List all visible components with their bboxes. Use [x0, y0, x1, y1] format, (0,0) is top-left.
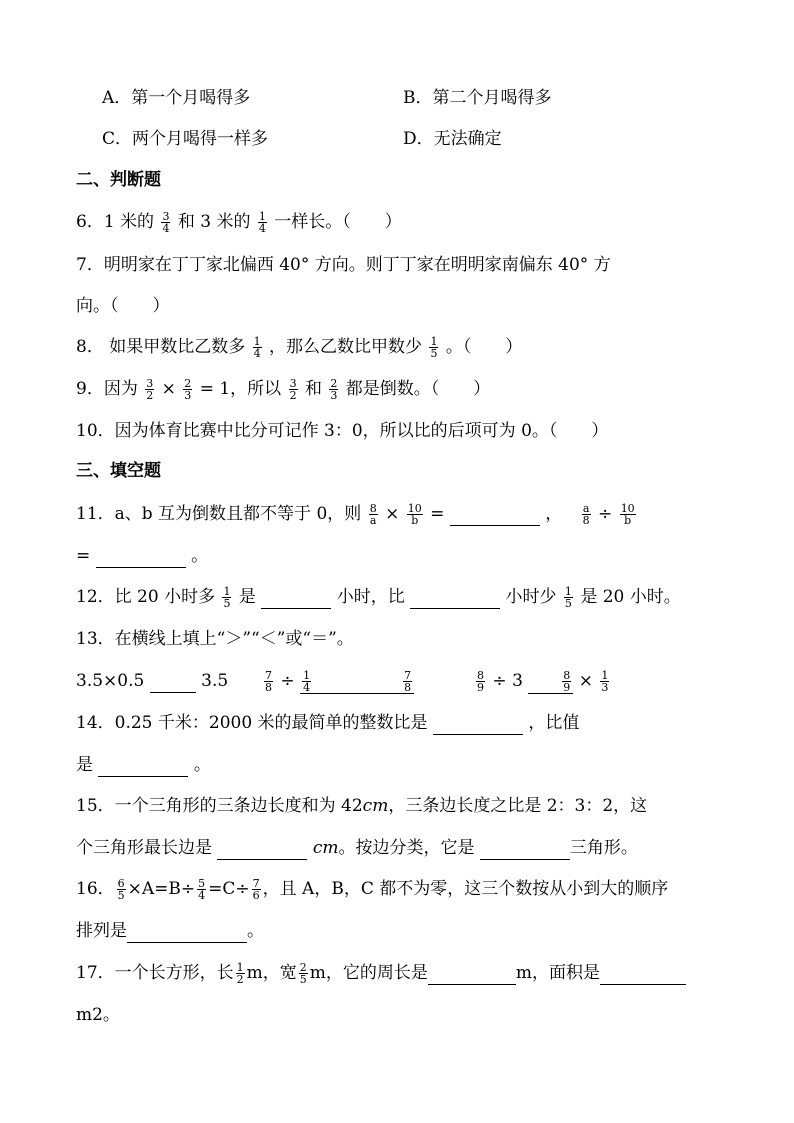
fraction-1-2: $\frac{1}{2}$: [236, 961, 244, 986]
answer-blank[interactable]: [96, 549, 186, 568]
fraction-2-3: $\frac{2}{3}$: [330, 377, 338, 402]
fraction-6-5: $\frac{6}{5}$: [117, 877, 125, 902]
question-12: [76, 585, 681, 609]
q8-text-1: 8． 如果甲数比乙数多: [76, 337, 246, 357]
answer-blank[interactable]: [150, 674, 196, 693]
divide-sign: ÷: [598, 504, 613, 524]
q12-text-5: 是 20 小时。: [580, 587, 681, 607]
fraction-3-4: $\frac{3}{4}$: [162, 210, 170, 235]
q11-text-1: 11．a、b 互为倒数且都不等于 0，则: [76, 504, 362, 524]
unit-cm: cm: [362, 796, 389, 816]
fraction-2-5: $\frac{2}{5}$: [299, 961, 307, 986]
question-7-line-2: 向。（ ）: [76, 296, 170, 316]
q14-text-2: ，比值: [528, 713, 580, 733]
fraction-1-3: $\frac{1}{3}$: [601, 669, 609, 694]
fraction-8-9: $\frac{8}{9}$: [477, 669, 484, 694]
q12-text-1: 12．比 20 小时多: [76, 587, 216, 607]
fraction-10-b: $\frac{10}{b}$: [407, 502, 422, 527]
question-13-expr-2: [262, 669, 414, 694]
equals-sign: =: [430, 504, 445, 524]
question-16: [76, 877, 668, 901]
q17-text-3: m，它的周长是: [309, 963, 428, 983]
fraction-1-4: $\frac{1}{4}$: [258, 210, 266, 235]
question-11-line-2: [76, 544, 208, 568]
equals-sign: =: [76, 546, 91, 566]
question-16-line-2: [76, 919, 264, 943]
fraction-1-4: $\frac{1}{4}$: [303, 669, 311, 694]
unit-cm: cm: [312, 838, 339, 858]
question-17-line-2: m2。: [76, 1005, 120, 1025]
q16-text-4: 排列是: [76, 921, 127, 941]
times-sign: ×: [385, 504, 400, 524]
fraction-3-2: $\frac{3}{2}$: [146, 377, 154, 402]
q16-text-1: ×A=B÷: [127, 879, 196, 899]
fraction-3-2: $\frac{3}{2}$: [289, 377, 297, 402]
period: 。: [247, 921, 264, 941]
q16-number: 16．: [76, 879, 115, 899]
q15-text-4: 。按边分类，它是: [338, 838, 475, 858]
q6-text-3: 一样长。（ ）: [274, 212, 402, 232]
answer-blank[interactable]: [433, 716, 523, 735]
fraction-1-5: $\frac{1}{5}$: [223, 585, 231, 610]
divide-sign: ÷: [492, 671, 507, 691]
question-6: [76, 210, 402, 234]
fraction-7-6: $\frac{7}{6}$: [252, 877, 260, 902]
expr-right: 3.5: [201, 671, 229, 691]
q17-text-4: m，面积是: [515, 963, 601, 983]
option-d: D．无法确定: [403, 129, 502, 149]
q17-text-1: 17．一个长方形，长: [76, 963, 234, 983]
question-14: [76, 711, 579, 735]
q15-text-2: ，三条边长度之比是 2：3：2，这: [388, 796, 648, 816]
fraction-7-8: $\frac{7}{8}$: [404, 669, 412, 694]
q15-text-3: 个三角形最长边是: [76, 838, 212, 858]
underlined-answer-span[interactable]: [300, 669, 414, 694]
answer-blank[interactable]: [98, 758, 188, 777]
period: 。: [191, 546, 209, 566]
question-14-line-2: [76, 753, 211, 777]
question-10: 10．因为体育比赛中比分可记作 3：0，所以比的后项可为 0。（ ）: [76, 421, 609, 441]
question-13-expr-3: [474, 669, 611, 694]
q14-text-3: 是: [76, 755, 93, 775]
answer-blank[interactable]: [600, 966, 686, 985]
number-three: 3: [512, 671, 523, 691]
question-15-line-2: [76, 836, 638, 860]
q9-text-1: 9．因为: [76, 379, 138, 399]
fraction-2-3: $\frac{2}{3}$: [184, 377, 192, 402]
answer-blank[interactable]: [217, 841, 307, 860]
q17-text-2: m，宽: [246, 963, 297, 983]
q9-text-3: = 1，所以: [199, 379, 282, 399]
q16-text-2: =C÷: [208, 879, 250, 899]
period: 。: [193, 755, 211, 775]
answer-blank[interactable]: [261, 590, 331, 609]
divide-sign: ÷: [280, 671, 295, 691]
answer-blank[interactable]: [480, 841, 570, 860]
fraction-1-5: $\frac{1}{5}$: [430, 335, 438, 360]
answer-blank[interactable]: [450, 507, 540, 526]
q9-text-4: 和: [304, 379, 322, 399]
answer-blank[interactable]: [127, 924, 247, 943]
section-judgement-title: 二、判断题: [76, 170, 161, 190]
expr-left: 3.5×0.5: [76, 671, 145, 691]
answer-blank[interactable]: [428, 966, 516, 985]
q6-text-2: 和 3 米的: [177, 212, 251, 232]
question-17: [76, 961, 686, 985]
q15-text-1: 15．一个三角形的三条边长度和为 42: [76, 796, 363, 816]
q8-text-2: ，那么乙数比甲数少: [269, 337, 423, 357]
fraction-5-4: $\frac{5}{4}$: [198, 877, 206, 902]
option-c: C．两个月喝得一样多: [102, 129, 269, 149]
fraction-10-b: $\frac{10}{b}$: [620, 502, 635, 527]
fraction-1-4: $\frac{1}{4}$: [253, 335, 261, 360]
question-13: 13．在横线上填上“＞”“＜”或“＝”。: [76, 629, 354, 649]
q16-text-3: ，且 A，B，C 都不为零，这三个数按从小到大的顺序: [262, 879, 669, 899]
question-7-line-1: 7．明明家在丁丁家北偏西 40° 方向。则丁丁家在明明家南偏东 40° 方: [76, 255, 611, 275]
underlined-answer-span[interactable]: [528, 669, 573, 694]
fraction-a-8: $\frac{a}{8}$: [582, 502, 590, 527]
fraction-1-5: $\frac{1}{5}$: [564, 585, 572, 610]
question-8: [76, 335, 522, 359]
fraction-8-a: $\frac{8}{a}$: [369, 502, 377, 527]
times-sign: ×: [578, 671, 593, 691]
option-b: B．第二个月喝得多: [403, 88, 552, 108]
fraction-8-9: $\frac{8}{9}$: [563, 669, 571, 694]
q14-text-1: 14．0.25 千米：2000 米的最简单的整数比是: [76, 713, 428, 733]
fraction-7-8: $\frac{7}{8}$: [265, 669, 272, 694]
q12-text-2: 是: [238, 587, 256, 607]
comma: ，: [545, 504, 563, 524]
q12-text-4: 小时少: [505, 587, 557, 607]
question-9: [76, 377, 490, 401]
q8-text-3: 。（ ）: [445, 337, 523, 357]
question-15: [76, 794, 647, 818]
answer-blank[interactable]: [410, 590, 500, 609]
q9-text-5: 都是倒数。（ ）: [345, 379, 491, 399]
question-11: [76, 502, 638, 526]
question-13-expr-1: [76, 669, 228, 693]
q15-text-5: 三角形。: [569, 838, 638, 858]
q12-text-3: 小时，比: [336, 587, 405, 607]
section-fill-blank-title: 三、填空题: [76, 461, 161, 481]
q6-text-1: 6．1 米的: [76, 212, 155, 232]
times-sign: ×: [161, 379, 176, 399]
option-a: A．第一个月喝得多: [102, 88, 251, 108]
